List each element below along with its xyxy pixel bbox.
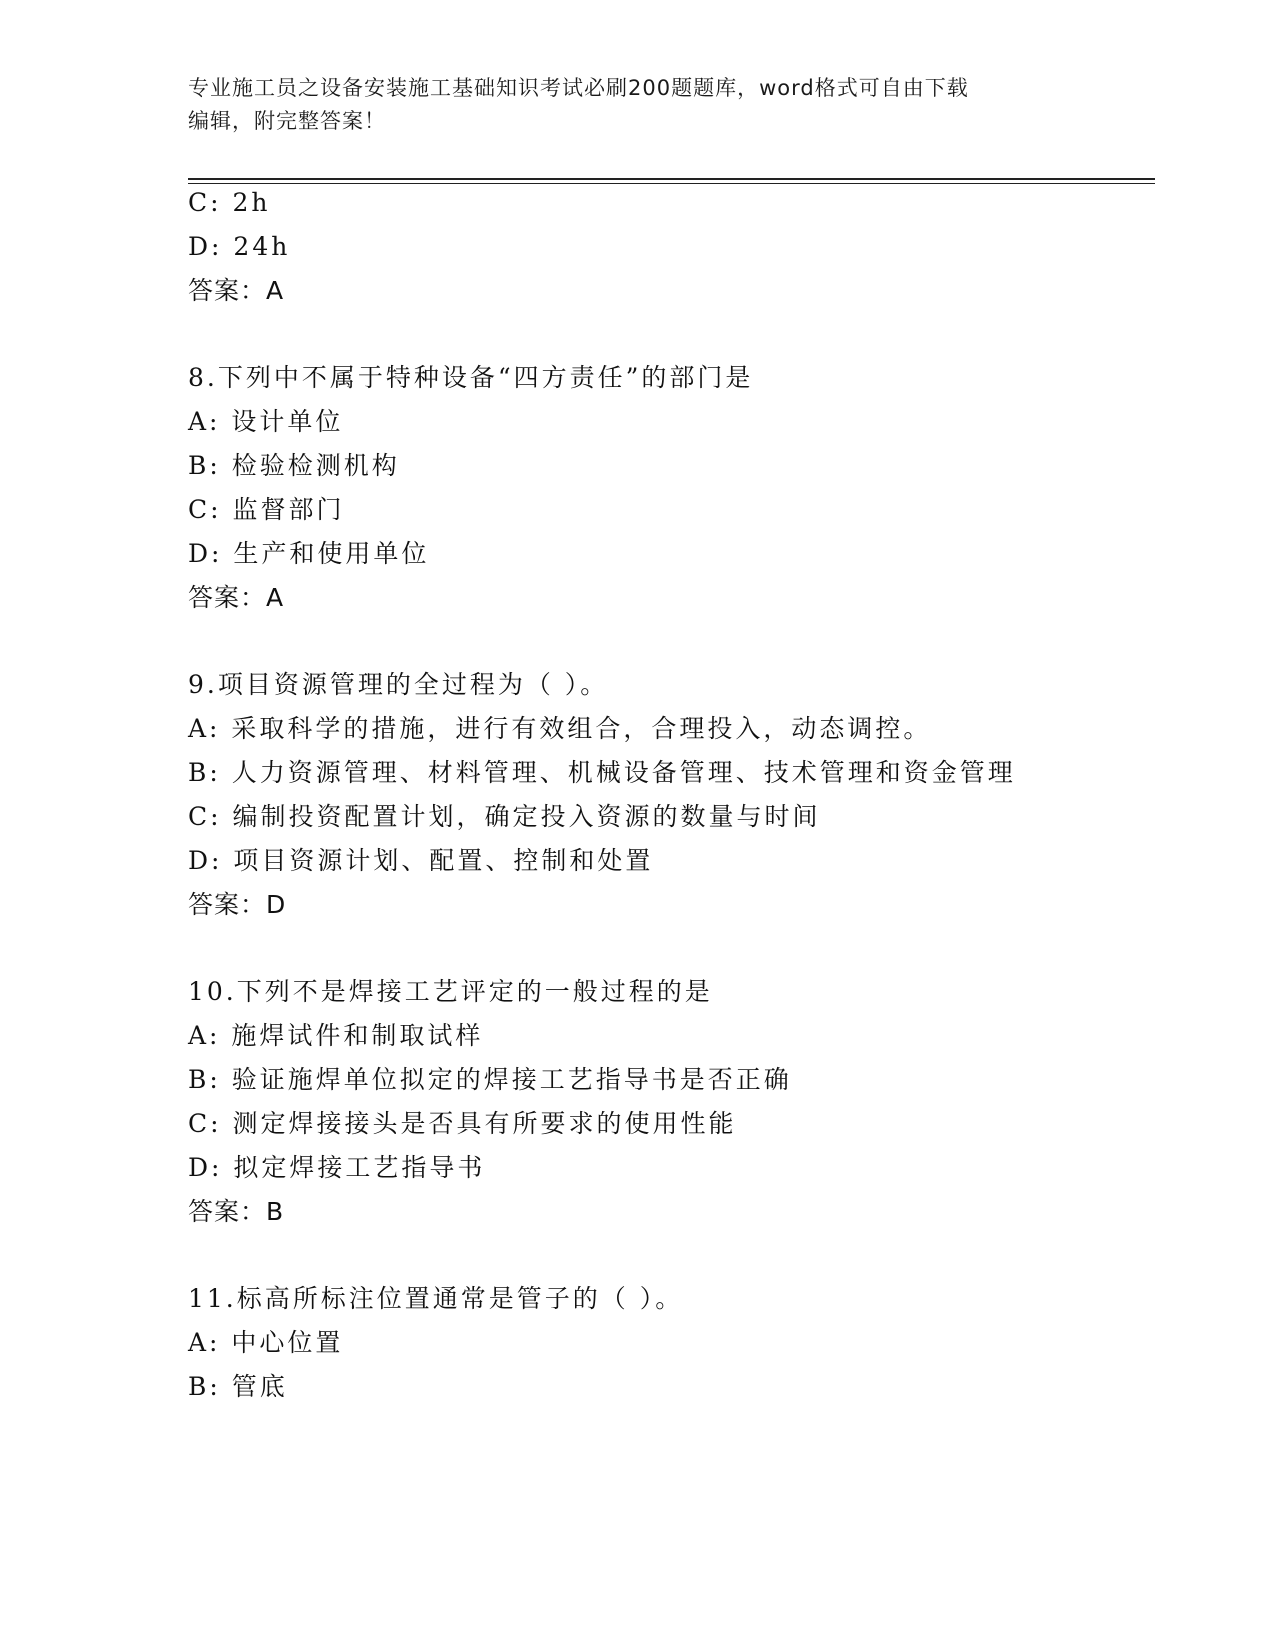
option-q8-c: C: 监督部门 (188, 495, 345, 524)
option-q9-c: C: 编制投资配置计划，确定投入资源的数量与时间 (188, 802, 821, 831)
question-stem-11: 11.标高所标注位置通常是管子的（ ）。 (188, 1284, 684, 1313)
option-q11-a: A: 中心位置 (188, 1328, 344, 1357)
question-stem-10: 10.下列不是焊接工艺评定的一般过程的是 (188, 977, 713, 1006)
option-q8-b: B: 检验检测机构 (188, 451, 400, 480)
header-line-2: 编辑，附完整答案！ (188, 109, 386, 133)
question-stem-8: 8.下列中不属于特种设备“四方责任”的部门是 (188, 363, 754, 392)
answer-q7: 答案：A (188, 276, 285, 305)
option-q9-a: A: 采取科学的措施，进行有效组合，合理投入，动态调控。 (188, 714, 932, 743)
option-q8-a: A: 设计单位 (188, 407, 344, 436)
header-line-1: 专业施工员之设备安装施工基础知识考试必刷200题题库，word格式可自由下载 (188, 76, 969, 100)
option-q10-c: C: 测定焊接接头是否具有所要求的使用性能 (188, 1109, 737, 1138)
header-divider-thick (188, 178, 1155, 180)
option-q10-b: B: 验证施焊单位拟定的焊接工艺指导书是否正确 (188, 1065, 792, 1094)
option-q10-a: A: 施焊试件和制取试样 (188, 1021, 484, 1050)
header-divider-thin (188, 183, 1155, 184)
answer-q9: 答案：D (188, 890, 287, 919)
option-q7-d: D: 24h (188, 232, 291, 261)
page-header (188, 72, 1088, 138)
answer-q10: 答案：B (188, 1197, 285, 1226)
option-q11-b: B: 管底 (188, 1372, 288, 1401)
option-q7-c: C: 2h (188, 188, 271, 217)
option-q8-d: D: 生产和使用单位 (188, 539, 430, 568)
question-stem-9: 9.项目资源管理的全过程为（ ）。 (188, 670, 609, 699)
option-q9-d: D: 项目资源计划、配置、控制和处置 (188, 846, 654, 875)
option-q9-b: B: 人力资源管理、材料管理、机械设备管理、技术管理和资金管理 (188, 758, 1016, 787)
answer-q8: 答案：A (188, 583, 285, 612)
option-q10-d: D: 拟定焊接工艺指导书 (188, 1153, 486, 1182)
